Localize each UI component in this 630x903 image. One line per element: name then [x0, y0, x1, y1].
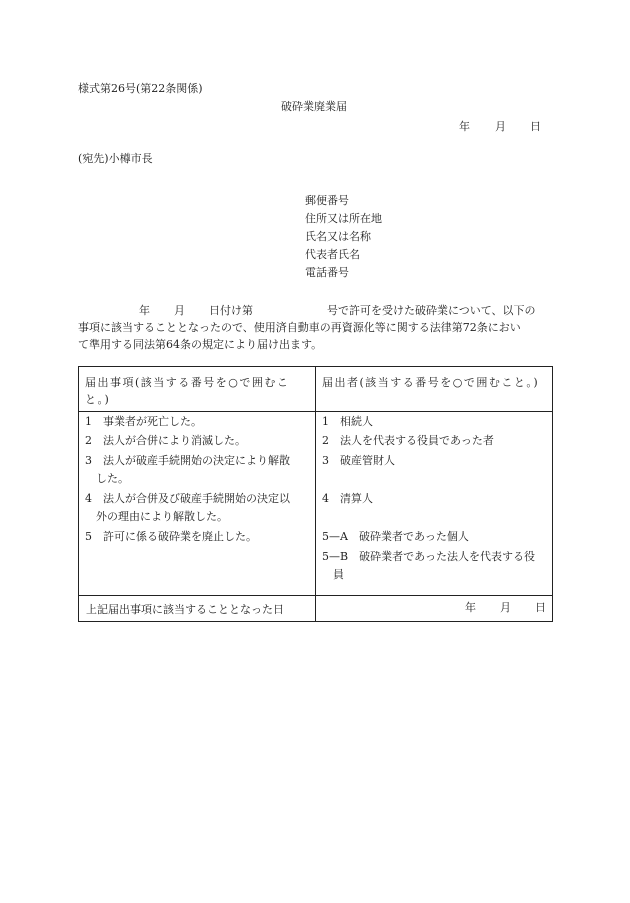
- para-line-2: 事項に該当することとなったので、使用済自動車の再資源化等に関する法律第72条におい: [78, 321, 521, 334]
- left-items-cell: [79, 412, 316, 596]
- form-number: 様式第26号(第22条関係): [78, 82, 203, 95]
- applicant-name-label: 氏名又は名称: [305, 230, 371, 243]
- footer-year-label: 年: [465, 601, 476, 614]
- table-body-row: [79, 412, 553, 596]
- addressee: (宛先)小樽市長: [78, 152, 153, 165]
- applicant-representative-label: 代表者氏名: [305, 248, 360, 261]
- applicant-address-label: 住所又は所在地: [305, 212, 382, 225]
- right-item-3: 3 破産管財人: [322, 454, 395, 467]
- date-month-label: 月: [495, 120, 506, 133]
- footer-label-cell: [79, 596, 316, 622]
- right-item-5b-cont: 員: [322, 568, 344, 581]
- right-header-text: 届出者(該当する番号を○で囲むこと。): [322, 376, 540, 389]
- table-header-row: [79, 367, 553, 412]
- document-title: 破砕業廃業届: [281, 100, 347, 113]
- right-item-2: 2 法人を代表する役員であった者: [322, 434, 494, 447]
- left-item-5: 5 許可に係る破砕業を廃止した。: [85, 530, 257, 543]
- left-item-2: 2 法人が合併により消滅した。: [85, 434, 246, 447]
- right-items-cell: [316, 412, 553, 596]
- left-item-4-cont: 外の理由により解散した。: [85, 510, 228, 523]
- right-item-4: 4 清算人: [322, 492, 373, 505]
- left-item-3: 3 法人が破産手続開始の決定により解散: [85, 454, 290, 467]
- para-month-label: 月: [174, 304, 185, 317]
- table-footer-row: [79, 596, 553, 622]
- footer-label: 上記届出事項に該当することとなった日: [86, 602, 284, 616]
- right-item-5a: 5—A 破砕業者であった個人: [322, 530, 469, 543]
- right-item-1: 1 相続人: [322, 415, 373, 428]
- para-line-3: て準用する同法第64条の規定により届け出ます。: [78, 338, 323, 351]
- right-item-5b: 5—B 破砕業者であった法人を代表する役: [322, 550, 535, 563]
- footer-day-label: 日: [535, 601, 546, 614]
- applicant-phone-label: 電話番号: [305, 266, 349, 279]
- left-item-3-cont: した。: [85, 472, 129, 485]
- para-year-label: 年: [139, 304, 150, 317]
- left-item-4: 4 法人が合併及び破産手続開始の決定以: [85, 492, 290, 505]
- date-day-label: 日: [530, 120, 541, 133]
- date-year-label: 年: [459, 120, 470, 133]
- left-item-1: 1 事業者が死亡した。: [85, 415, 202, 428]
- footer-date-cell: [316, 596, 553, 622]
- para-day-number-label: 日付け第: [209, 304, 253, 317]
- applicant-postal-code-label: 郵便番号: [305, 194, 349, 207]
- left-header-cell: [79, 367, 316, 412]
- right-header-cell: [316, 367, 553, 412]
- footer-month-label: 月: [500, 601, 511, 614]
- para-line-1: 号で許可を受けた破砕業について、以下の: [327, 304, 536, 317]
- notification-table: [78, 366, 553, 622]
- left-header-text: 届出事項(該当する番号を○で囲むこと。): [85, 376, 290, 406]
